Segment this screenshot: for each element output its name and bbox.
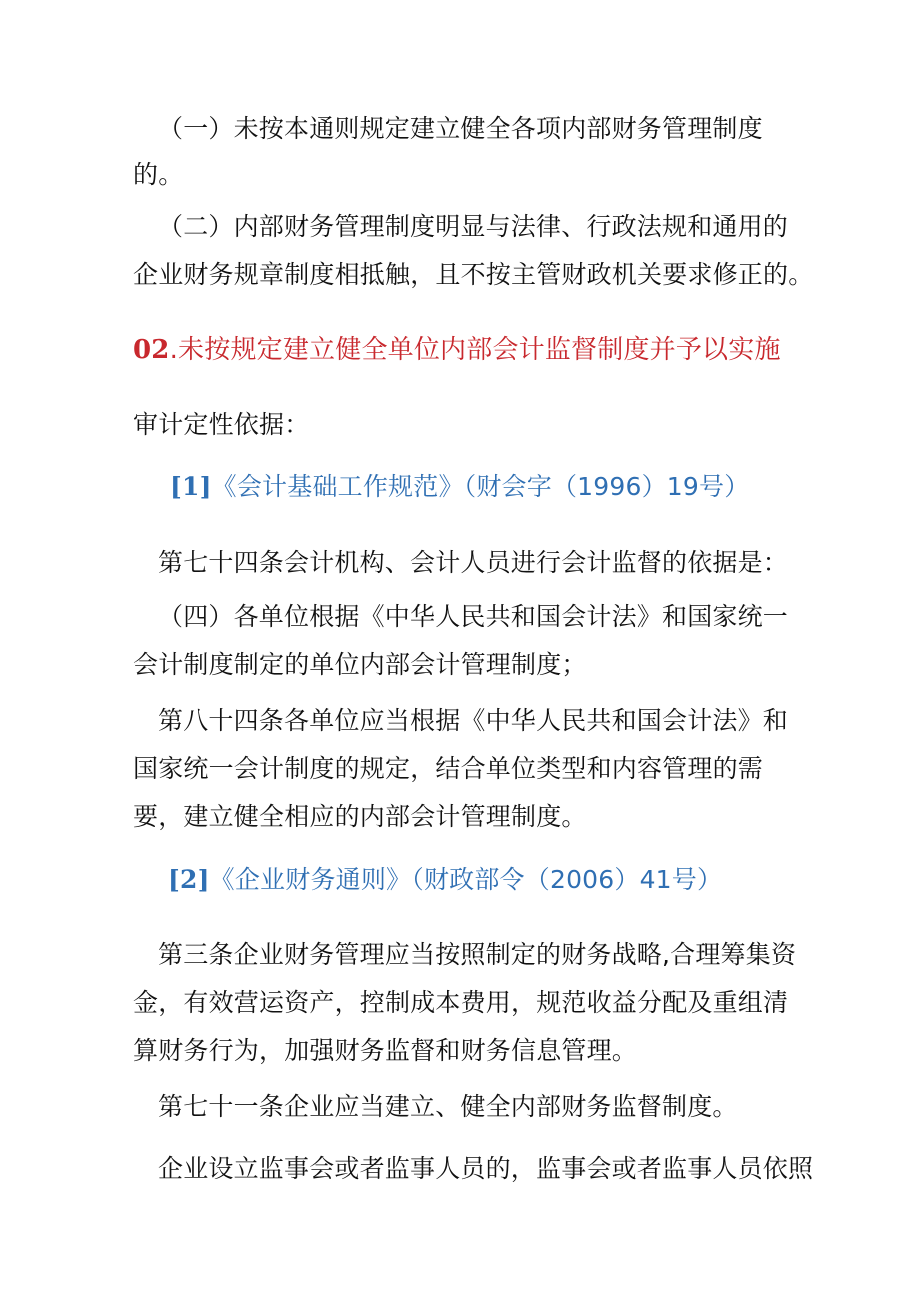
paragraph-line-11: 第八十四条各单位应当根据《中华人民共和国会计法》和: [158, 706, 789, 735]
paragraph-line-13: 要，建立健全相应的内部会计管理制度。: [133, 802, 587, 831]
paragraph-line-18: 第七十一条企业应当建立、健全内部财务监督制度。: [158, 1092, 738, 1121]
reference-2-title: 《企业财务通则》（财政部令（2006）41号）: [209, 865, 723, 894]
paragraph-line-2: 的。: [133, 160, 184, 189]
paragraph-line-15: 第三条企业财务管理应当按照制定的财务战略,合理筹集资: [158, 940, 797, 969]
paragraph-line-9: （四）各单位根据《中华人民共和国会计法》和国家统一: [158, 602, 789, 631]
section-heading-text: .未按规定建立健全单位内部会计监督制度并予以实施: [169, 335, 781, 365]
paragraph-line-3: （二）内部财务管理制度明显与法律、行政法规和通用的: [158, 212, 789, 241]
reference-2-number: [2]: [168, 865, 210, 894]
audit-basis-label: 审计定性依据：: [133, 410, 310, 439]
reference-1-title: 《会计基础工作规范》（财会字（1996）19号）: [211, 472, 750, 501]
paragraph-line-8: 第七十四条会计机构、会计人员进行会计监督的依据是：: [158, 548, 789, 577]
paragraph-line-1: （一）未按本通则规定建立健全各项内部财务管理制度: [158, 114, 763, 143]
paragraph-line-4: 企业财务规章制度相抵触，且不按主管财政机关要求修正的。: [133, 260, 814, 289]
paragraph-line-16: 金，有效营运资产，控制成本费用，规范收益分配及重组清: [133, 988, 789, 1017]
reference-2: [168, 863, 722, 897]
paragraph-line-19: 企业设立监事会或者监事人员的，监事会或者监事人员依照: [158, 1154, 814, 1183]
section-heading-number: 02: [133, 335, 170, 365]
paragraph-line-12: 国家统一会计制度的规定，结合单位类型和内容管理的需: [133, 754, 764, 783]
reference-1-number: [1]: [170, 472, 212, 501]
paragraph-line-10: 会计制度制定的单位内部会计管理制度；: [133, 650, 587, 679]
reference-1: [170, 470, 749, 504]
paragraph-line-17: 算财务行为，加强财务监督和财务信息管理。: [133, 1036, 638, 1065]
section-heading: [133, 333, 781, 367]
